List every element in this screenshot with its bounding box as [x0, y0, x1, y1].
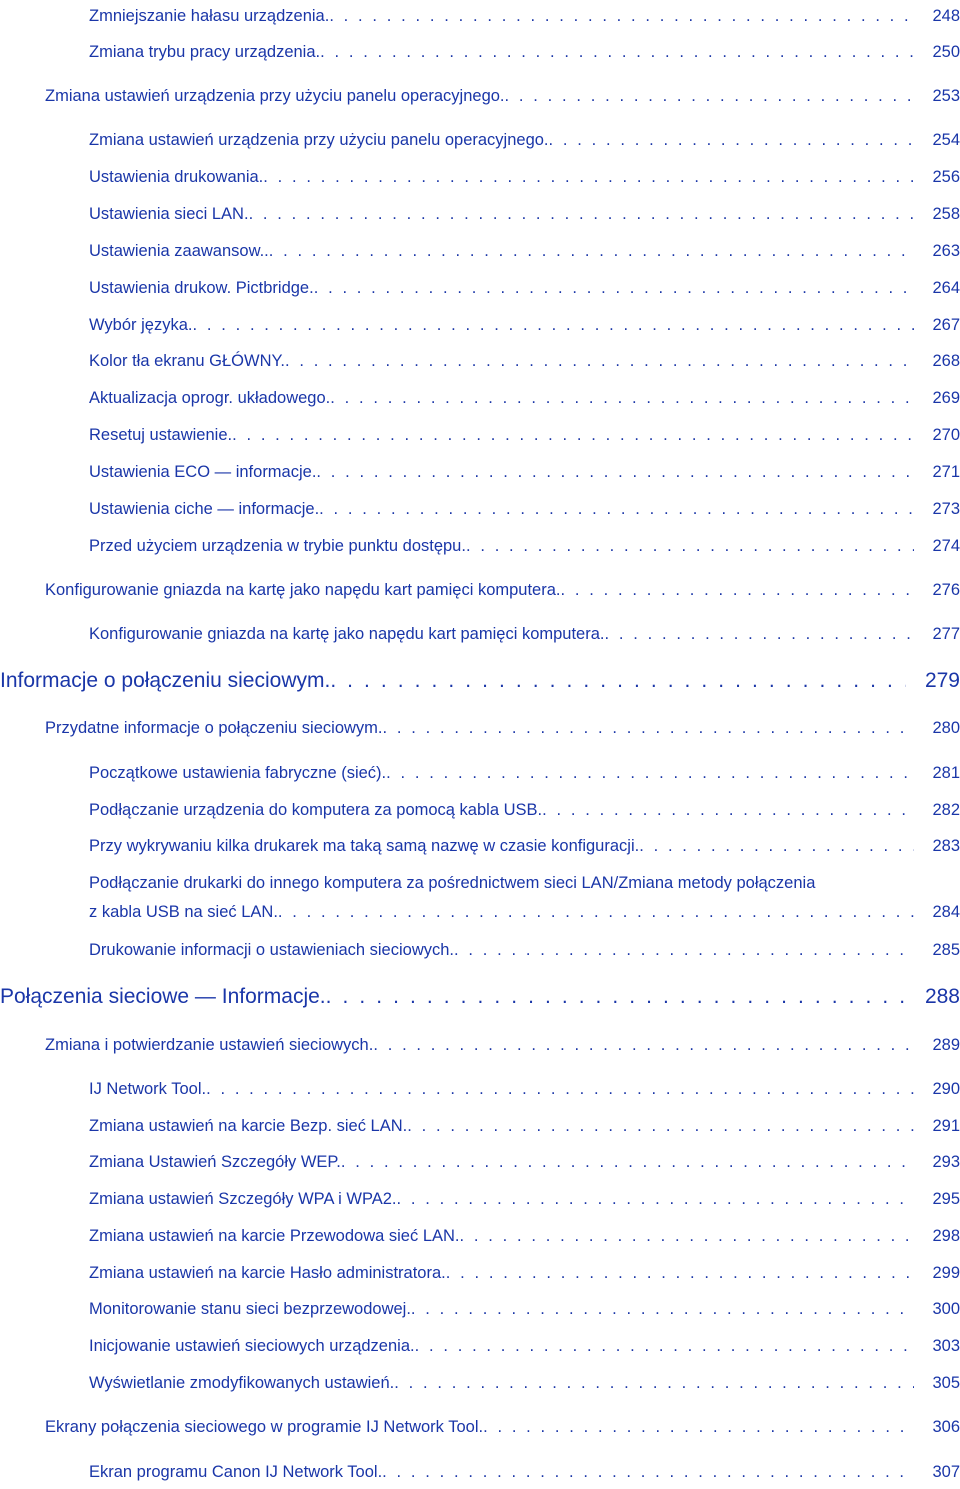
toc-entry-page: 291 — [932, 1117, 960, 1135]
toc-entry[interactable] — [89, 1116, 960, 1136]
toc-entry-title: Zmiana i potwierdzanie ustawień sieciowych. — [45, 1036, 374, 1054]
toc-entry-page: 285 — [932, 941, 960, 959]
toc-entry-title: Aktualizacja oprogr. układowego. — [89, 389, 331, 407]
toc-entry-title: Ustawienia sieci LAN. — [89, 205, 249, 223]
toc-chapter-title: Informacje o połączeniu sieciowym. — [0, 669, 331, 692]
toc-entry[interactable] — [89, 536, 960, 556]
toc-entry-page: 303 — [932, 1337, 960, 1355]
toc-entry[interactable] — [89, 499, 960, 519]
toc-entry-page: 289 — [932, 1036, 960, 1054]
toc-entry-page: 293 — [932, 1153, 960, 1171]
toc-entry-title: Ustawienia drukow. Pictbridge. — [89, 279, 314, 297]
toc-chapter-page: 279 — [924, 669, 960, 692]
toc-entry[interactable] — [89, 204, 960, 224]
toc-entry-title: Ekran programu Canon IJ Network Tool. — [89, 1463, 383, 1481]
toc-entry[interactable] — [89, 315, 960, 335]
toc-entry-page: 300 — [932, 1300, 960, 1318]
toc-entry[interactable] — [89, 873, 960, 922]
toc-entry-title: Ustawienia ECO — informacje. — [89, 463, 317, 481]
toc-entry-title: Zmiana trybu pracy urządzenia. — [89, 43, 321, 61]
toc-entry-page: 268 — [932, 352, 960, 370]
toc-entry-page: 263 — [932, 242, 960, 260]
toc-entry-page: 267 — [932, 316, 960, 334]
toc-entry-title: Zmiana Ustawień Szczegóły WEP. — [89, 1153, 341, 1171]
toc-entry[interactable] — [89, 6, 960, 26]
toc-entry-page: 295 — [932, 1190, 960, 1208]
toc-entry-title: Ustawienia drukowania. — [89, 168, 264, 186]
toc-entry[interactable] — [89, 1299, 960, 1319]
toc-entry-title: Przydatne informacje o połączeniu sieciowym. — [45, 719, 383, 737]
toc-entry[interactable] — [89, 130, 960, 150]
toc-entry[interactable] — [89, 1462, 960, 1482]
toc-chapter[interactable] — [0, 984, 960, 1010]
toc-chapter[interactable] — [0, 668, 960, 694]
toc-chapter-title: Połączenia sieciowe — Informacje. — [0, 985, 326, 1008]
toc-entry[interactable] — [45, 1035, 960, 1055]
toc-entry[interactable] — [89, 425, 960, 445]
toc-entry-page: 273 — [932, 500, 960, 518]
toc-chapter-page: 288 — [924, 985, 960, 1008]
toc-entry-title: IJ Network Tool. — [89, 1080, 207, 1098]
toc-entry-title: Zmiana ustawień na karcie Hasło administratora. — [89, 1264, 446, 1282]
toc-entry-title: Zmiana ustawień Szczegóły WPA i WPA2. — [89, 1190, 397, 1208]
toc-entry-title: Inicjowanie ustawień sieciowych urządzenia. — [89, 1337, 415, 1355]
toc-entry[interactable] — [89, 1373, 960, 1393]
toc-entry-page: 283 — [932, 837, 960, 855]
toc-entry-title: Zmiana ustawień na karcie Przewodowa sieć LAN. — [89, 1227, 460, 1245]
toc-entry[interactable] — [89, 940, 960, 960]
toc-entry-page: 254 — [932, 131, 960, 149]
toc-entry-title: Zmiana ustawień urządzenia przy użyciu panelu operacyjnego. — [45, 87, 505, 105]
toc-entry-page: 299 — [932, 1264, 960, 1282]
toc-entry-title: Drukowanie informacji o ustawieniach sieciowych. — [89, 941, 454, 959]
toc-entry-title: Konfigurowanie gniazda na kartę jako napędu kart pamięci komputera. — [89, 625, 605, 643]
toc-entry-page: 256 — [932, 168, 960, 186]
toc-entry-title-line1: Podłączanie drukarki do innego komputera za pośrednictwem sieci LAN/Zmiana metody połączenia — [89, 874, 816, 892]
toc-entry-page: 290 — [932, 1080, 960, 1098]
toc-entry-page: 270 — [932, 426, 960, 444]
toc-entry-title: Monitorowanie stanu sieci bezprzewodowej. — [89, 1300, 411, 1318]
toc-entry-page: 258 — [932, 205, 960, 223]
toc-entry-title: Wyświetlanie zmodyfikowanych ustawień. — [89, 1374, 395, 1392]
toc-entry[interactable] — [89, 1263, 960, 1283]
toc-entry[interactable] — [89, 763, 960, 783]
toc-entry-title: Przed użyciem urządzenia w trybie punktu dostępu. — [89, 537, 466, 555]
toc-entry-page: 284 — [932, 903, 960, 921]
toc-entry-title: Początkowe ustawienia fabryczne (sieć). — [89, 764, 387, 782]
toc-entry-page: 298 — [932, 1227, 960, 1245]
toc-entry-page: 248 — [932, 7, 960, 25]
toc-entry-page: 269 — [932, 389, 960, 407]
toc-entry-title: Kolor tła ekranu GŁÓWNY. — [89, 352, 285, 370]
toc-entry-title: Ekrany połączenia sieciowego w programie IJ Network Tool. — [45, 1418, 484, 1436]
toc-entry[interactable] — [89, 278, 960, 298]
toc-entry[interactable] — [45, 718, 960, 738]
toc-entry-page: 280 — [932, 719, 960, 737]
toc-entry-page: 306 — [932, 1418, 960, 1436]
toc-entry[interactable] — [89, 388, 960, 408]
toc-entry-page: 305 — [932, 1374, 960, 1392]
toc-entry[interactable] — [89, 1226, 960, 1246]
toc-entry[interactable] — [89, 800, 960, 820]
toc-entry-page: 282 — [932, 801, 960, 819]
toc-entry[interactable] — [45, 1417, 960, 1437]
toc-entry-page: 277 — [932, 625, 960, 643]
toc-entry-title: Ustawienia zaawansow.. — [89, 242, 269, 260]
toc-entry[interactable] — [89, 462, 960, 482]
toc-entry-title: Zmiana ustawień na karcie Bezp. sieć LAN. — [89, 1117, 408, 1135]
toc-entry[interactable] — [89, 167, 960, 187]
toc-entry[interactable] — [89, 42, 960, 62]
toc-entry-title: Zmniejszanie hałasu urządzenia. — [89, 7, 330, 25]
toc-entry[interactable] — [89, 241, 960, 261]
toc-entry-title: Wybór języka. — [89, 316, 193, 334]
toc-entry-title: Konfigurowanie gniazda na kartę jako napędu kart pamięci komputera. — [45, 581, 561, 599]
toc-entry-page: 281 — [932, 764, 960, 782]
toc-entry-title: Resetuj ustawienie. — [89, 426, 233, 444]
toc-entry-page: 276 — [932, 581, 960, 599]
toc-entry[interactable] — [89, 624, 960, 644]
toc-entry[interactable] — [45, 86, 960, 106]
toc-entry-page: 264 — [932, 279, 960, 297]
toc-entry[interactable] — [89, 836, 960, 856]
toc-entry[interactable] — [89, 351, 960, 371]
toc-entry-page: 250 — [932, 43, 960, 61]
toc-entry-page: 274 — [932, 537, 960, 555]
toc-entry[interactable] — [89, 1079, 960, 1099]
toc-entry-page: 307 — [932, 1463, 960, 1481]
toc-entry-page: 271 — [932, 463, 960, 481]
toc-entry-title-line2: z kabla USB na sieć LAN. — [89, 903, 278, 921]
toc-entry-page: 253 — [932, 87, 960, 105]
toc-entry[interactable] — [45, 580, 960, 600]
toc-entry[interactable] — [89, 1189, 960, 1209]
toc-entry[interactable] — [89, 1152, 960, 1172]
toc-entry-title: Przy wykrywaniu kilka drukarek ma taką samą nazwę w czasie konfiguracji. — [89, 837, 640, 855]
toc-entry[interactable] — [89, 1336, 960, 1356]
toc-entry-title: Ustawienia ciche — informacje. — [89, 500, 320, 518]
toc-entry-title: Zmiana ustawień urządzenia przy użyciu panelu operacyjnego. — [89, 131, 549, 149]
toc-entry-title: Podłączanie urządzenia do komputera za pomocą kabla USB. — [89, 801, 543, 819]
